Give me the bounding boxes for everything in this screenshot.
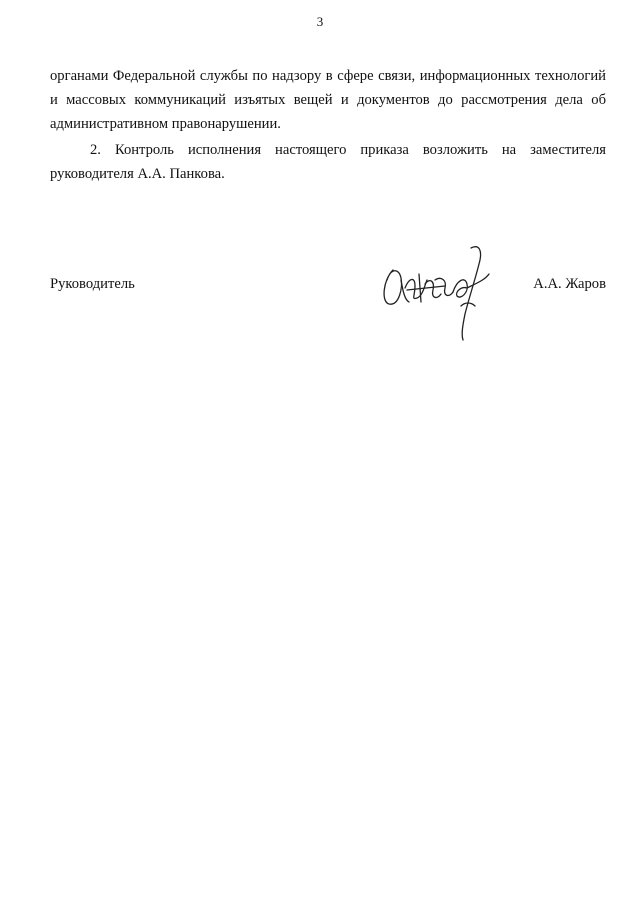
signatory-position: Руководитель (50, 276, 135, 292)
paragraph-2: 2. Контроль исполнения настоящего приказа возложить на заместителя руководителя А.А. Панкова. (50, 142, 606, 182)
handwritten-signature (375, 240, 500, 345)
paragraph-continued: органами Федеральной службы по надзору в сфере связи, информационных технологий и массовых коммуникаций изъятых вещей и документов до рассмотрения дела об административном правонарушении. (50, 68, 606, 132)
document-body (50, 64, 606, 186)
signature-block (50, 276, 606, 356)
signatory-name: А.А. Жаров (533, 276, 606, 292)
page-number: 3 (316, 14, 324, 29)
